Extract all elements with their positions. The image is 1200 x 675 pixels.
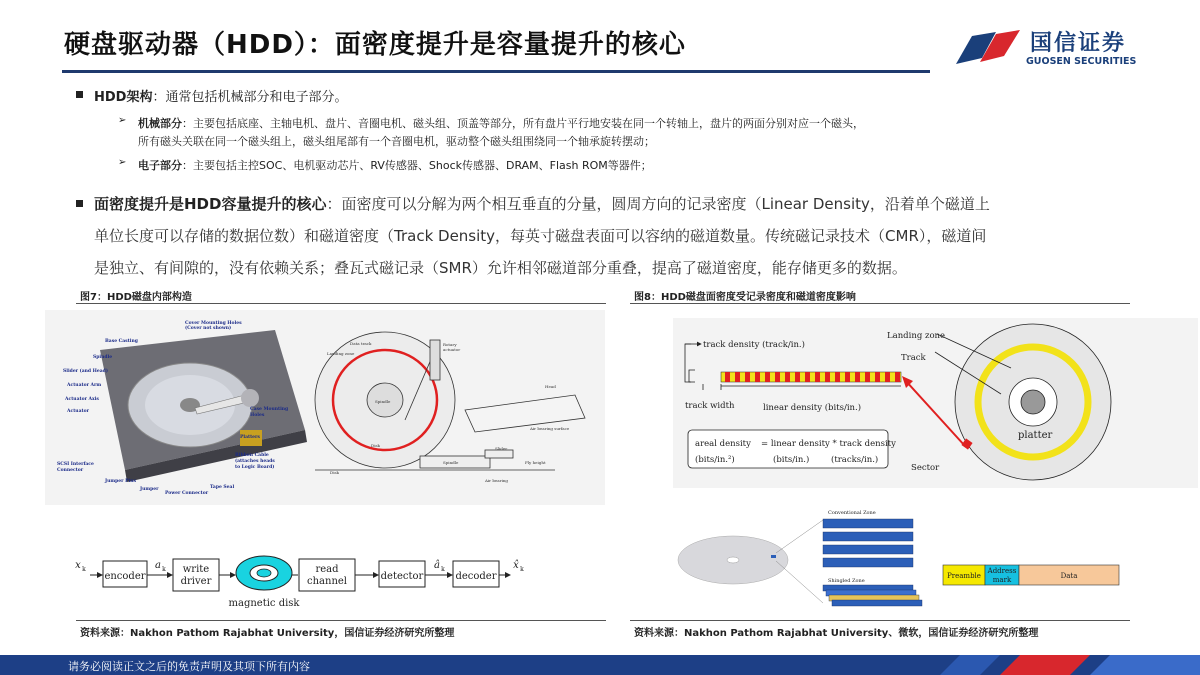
linear-density-label: linear density (bits/in.) <box>763 403 862 413</box>
svg-text:actuator: actuator <box>443 347 461 352</box>
hdd-label: Cover Mounting Holes <box>185 321 242 326</box>
svg-text:Head: Head <box>545 384 556 389</box>
arrow-bullet-icon: ➢ <box>118 115 127 126</box>
figure-7-title: 图7：HDD磁盘内部构造 <box>80 292 192 303</box>
flow-read-label: read <box>315 564 339 575</box>
figure-8-title: 图8：HDD磁盘面密度受记录密度和磁道密度影响 <box>634 292 856 303</box>
hdd-label: to Logic Board) <box>235 465 275 470</box>
flow-channel-label: channel <box>307 576 347 587</box>
flow-driver-label: driver <box>180 576 212 587</box>
figure-8-source: 资料来源：Nakhon Pathom Rajabhat University、微软，国信证券经济研究所整理 <box>634 628 1039 639</box>
sub-bullet-text: ：主要包括主控SOC、电机驱动芯片、RV传感器、Shock传感器、DRAM、Flash ROM等器件； <box>182 159 652 172</box>
hdd-photo-icon <box>100 330 307 482</box>
data-field-label: Data <box>1060 572 1078 580</box>
flow-ahat: â <box>434 560 440 571</box>
hdd-label: Actuator <box>67 409 89 414</box>
linear-density-unit: (bits/in.) <box>773 455 810 465</box>
areal-density-equation: = linear density * track density <box>761 439 896 449</box>
hdd-label: Power Connector <box>165 491 209 496</box>
page-title: 硬盘驱动器（HDD）：面密度提升是容量提升的核心 <box>64 30 686 60</box>
bullet-square <box>76 200 83 207</box>
figure-7-image-panel <box>45 310 605 505</box>
svg-text:Air bearing: Air bearing <box>485 478 508 483</box>
areal-density-label: areal density <box>695 439 751 449</box>
bullet-areal-density <box>94 188 990 220</box>
hdd-label: Jumper <box>140 487 159 492</box>
smr-zone-diagram <box>673 505 1143 615</box>
bullet-square <box>76 91 83 98</box>
svg-text:Spindle: Spindle <box>375 399 391 404</box>
platter-label: platter <box>1018 430 1053 441</box>
figure-7-bottom-rule <box>76 620 606 621</box>
hdd-label: Platters <box>240 435 260 440</box>
hdd-label: Case Mounting <box>250 407 289 412</box>
hdd-label: Actuator Axis <box>65 397 99 402</box>
svg-text:Rotary: Rotary <box>443 342 457 347</box>
hdd-label: Connector <box>57 468 84 473</box>
bullet-hdd-architecture <box>94 86 347 105</box>
bullet-text: ：通常包括机械部分和电子部分。 <box>152 90 348 105</box>
landing-zone-label: Landing zone <box>887 331 946 341</box>
sub-bullet-text: ：主要包括底座、主轴电机、盘片、音圈电机、磁头组、顶盖等部分，所有盘片平行地安装在同一个转轴上，盘片的两面分别对应一个磁头， <box>182 117 864 130</box>
track-density-label: track density (track/in.) <box>703 340 805 350</box>
platter-diagram <box>315 332 585 470</box>
flow-magnetic-disk-label: magnetic disk <box>228 598 300 609</box>
sub-bullet-mechanical <box>138 115 864 131</box>
hdd-label: (Cover not shown) <box>185 326 232 331</box>
svg-text:Data track: Data track <box>350 341 372 346</box>
sector-label: Sector <box>911 463 940 473</box>
shingled-zone-label: Shingled Zone <box>828 578 865 584</box>
hdd-label: Tape Seal <box>210 485 235 490</box>
sub-bullet-label: 机械部分 <box>138 117 182 130</box>
figure-8-bottom-rule <box>630 620 1130 621</box>
mark-label: mark <box>992 576 1012 584</box>
bullet-text: ：面密度可以分解为两个相互垂直的分量，圆周方向的记录密度（Linear Density，沿着单个磁道上 <box>326 195 990 213</box>
svg-text:Disk: Disk <box>371 443 380 448</box>
hdd-label: Slider (and Head) <box>63 369 108 374</box>
read-write-flow-diagram <box>60 538 560 618</box>
title-divider <box>62 70 930 73</box>
svg-text:Landing zone: Landing zone <box>327 351 355 356</box>
bullet-label: HDD架构 <box>94 90 153 105</box>
flow-input-x: x <box>75 560 81 571</box>
hdd-label: (attaches heads <box>235 459 275 464</box>
logo-cn-text: 国信证券 <box>1030 31 1127 56</box>
figure-7-source: 资料来源：Nakhon Pathom Rajabhat University，国信证券经济研究所整理 <box>80 628 455 639</box>
hdd-internals-illustration <box>45 310 605 505</box>
arrow-bullet-icon: ➢ <box>118 157 127 168</box>
hdd-label: Holes <box>250 413 265 418</box>
track-width-label: track width <box>685 401 735 411</box>
flow-xhat: x̂ <box>513 560 519 571</box>
flow-xhat-sub: k <box>520 566 524 573</box>
flow-ahat-sub: k <box>441 566 445 573</box>
hdd-label: Base Casting <box>105 339 138 344</box>
density-diagram-panel <box>673 318 1198 488</box>
conventional-zone-tracks <box>823 519 913 567</box>
flow-ak: a <box>155 560 161 571</box>
sub-bullet-electronic <box>138 157 652 173</box>
flow-write-label: write <box>182 564 210 575</box>
shingled-zone-tracks <box>823 585 922 606</box>
areal-density-unit: (bits/in.²) <box>695 455 735 465</box>
svg-text:Disk: Disk <box>330 470 339 475</box>
svg-text:Fly height: Fly height <box>525 460 546 465</box>
footer-disclaimer: 请务必阅读正文之后的免责声明及其项下所有内容 <box>68 660 310 673</box>
sub-bullet-label: 电子部分 <box>138 159 182 172</box>
svg-text:Spindle: Spindle <box>443 460 459 465</box>
flow-input-x-sub: k <box>82 566 86 573</box>
bullet-areal-density-line2: 单位长度可以存储的数据位数）和磁道密度（Track Density，每英寸磁盘表面可以容纳的磁道数量。传统磁记录技术（CMR），磁道间 <box>94 227 987 245</box>
figure-7-rule <box>76 303 606 304</box>
address-label: Address <box>987 567 1017 575</box>
svg-text:Slider: Slider <box>495 446 508 451</box>
hdd-label: Spindle <box>93 355 113 360</box>
sub-bullet-mechanical-line2: 所有磁头关联在同一个磁头组上，磁头组尾部有一个音圈电机，驱动整个磁头组围绕同一个轴承旋转摆动； <box>138 135 655 148</box>
bullet-label: 面密度提升是HDD容量提升的核心 <box>94 195 327 213</box>
magnetic-disk-icon <box>236 556 292 590</box>
flow-detector-label: detector <box>380 571 424 582</box>
flow-encoder-label: encoder <box>104 571 146 582</box>
bullet-areal-density-line3: 是独立、有间隙的，没有依赖关系；叠瓦式磁记录（SMR）允许相邻磁道部分重叠，提高了磁道密度，能存储更多的数据。 <box>94 259 907 277</box>
hdd-label: Ribbon Cable <box>235 453 269 458</box>
hdd-label: SCSI Interface <box>57 462 94 467</box>
track-label: Track <box>901 353 926 363</box>
logo-en-text: GUOSEN SECURITIES <box>1026 56 1137 67</box>
track-density-unit: (tracks/in.) <box>831 455 879 465</box>
hdd-label: Actuator Arm <box>67 383 102 388</box>
preamble-label: Preamble <box>947 572 981 580</box>
hdd-label: Jumper Pins <box>105 479 137 484</box>
flow-ak-sub: k <box>162 566 166 573</box>
conventional-zone-label: Conventional Zone <box>828 510 876 516</box>
figure-8-rule <box>630 303 1130 304</box>
svg-text:Air bearing surface: Air bearing surface <box>530 426 570 431</box>
flow-decoder-label: decoder <box>455 571 497 582</box>
